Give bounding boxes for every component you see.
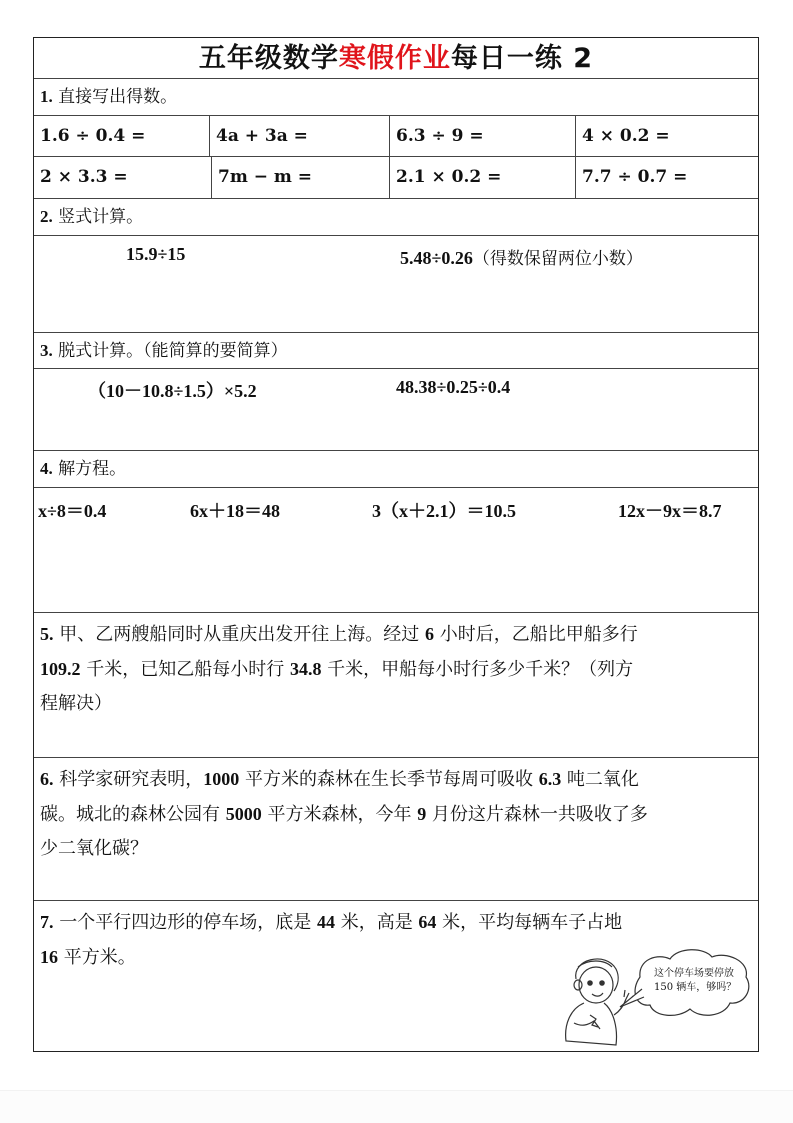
section-4-work-area bbox=[34, 488, 758, 613]
section-number: 5. bbox=[40, 624, 54, 644]
text-run: 平方米的森林在生长季节每周可吸收 bbox=[239, 769, 539, 790]
number-run: 34.8 bbox=[289, 659, 322, 679]
equation-problem: 6x＋18＝48 bbox=[190, 501, 280, 521]
speech-bubble-text bbox=[654, 967, 736, 995]
problem-text bbox=[34, 613, 758, 721]
section-1-heading bbox=[34, 79, 758, 116]
section-4-heading bbox=[34, 451, 758, 488]
section-6-word-problem bbox=[34, 758, 758, 901]
section-2-heading bbox=[34, 199, 758, 236]
number-run: 9 bbox=[417, 804, 427, 824]
mental-math-cell: 2.1 × 0.2 = bbox=[390, 157, 576, 198]
page-footer-band bbox=[0, 1090, 793, 1123]
text-run: 程解决） bbox=[40, 693, 112, 714]
number-run: 1000 bbox=[203, 769, 240, 789]
bubble-line: 这个停车场要停放 bbox=[654, 968, 734, 979]
text-run: 科学家研究表明， bbox=[59, 769, 204, 790]
mental-math-cell: 6.3 ÷ 9 = bbox=[390, 116, 576, 157]
section-number: 4. bbox=[40, 459, 53, 478]
number-run: 16 bbox=[40, 947, 58, 967]
section-number: 7. bbox=[40, 912, 54, 932]
section-2-work-area bbox=[34, 236, 758, 333]
mental-math-row-1 bbox=[34, 116, 758, 157]
text-run: 平方米。 bbox=[58, 947, 136, 968]
mental-math-cell: 4 × 0.2 = bbox=[582, 126, 670, 146]
title-part-3: 每日一练 2 bbox=[450, 43, 594, 74]
section-number: 2. bbox=[40, 207, 53, 226]
title-highlight: 寒假作业 bbox=[338, 43, 451, 74]
stepwise-calc-problem: （10－10.8÷1.5）×5.2 bbox=[88, 381, 257, 401]
section-number: 6. bbox=[40, 769, 54, 789]
worksheet-title bbox=[34, 38, 758, 79]
bubble-line: 150 辆车，够吗？ bbox=[654, 982, 737, 993]
text-run: 千米，已知乙船每小时行 bbox=[80, 659, 290, 680]
girl-thinking-icon bbox=[554, 945, 754, 1055]
section-heading-text: 脱式计算。（能简算的要简算） bbox=[58, 341, 288, 361]
worksheet bbox=[33, 37, 759, 1052]
section-7-word-problem bbox=[34, 901, 758, 1051]
section-heading-text: 直接写出得数。 bbox=[58, 87, 178, 107]
text-run: 月份这片森林一共吸收了多 bbox=[426, 804, 648, 825]
text-run: 碳。城北的森林公园有 bbox=[40, 804, 226, 825]
number-run: 6 bbox=[424, 624, 434, 644]
mental-math-row-2 bbox=[34, 157, 758, 199]
vertical-calc-problem bbox=[400, 244, 643, 269]
section-heading-text: 解方程。 bbox=[58, 459, 127, 479]
vertical-calc-problem bbox=[126, 244, 185, 265]
text-run: 少二氧化碳？ bbox=[40, 838, 148, 859]
problem-expression: 15.9÷15 bbox=[126, 244, 186, 264]
text-run: 米，高是 bbox=[334, 912, 419, 933]
mental-math-cell: 7.7 ÷ 0.7 = bbox=[582, 167, 688, 187]
problem-note: （得数保留两位小数） bbox=[472, 249, 643, 269]
problem-text bbox=[34, 758, 758, 866]
section-5-word-problem bbox=[34, 613, 758, 758]
equation-problem: x÷8＝0.4 bbox=[38, 501, 107, 521]
problem-expression: 5.48÷0.26 bbox=[400, 248, 473, 268]
section-heading-text: 竖式计算。 bbox=[58, 207, 144, 227]
number-run: 5000 bbox=[225, 804, 262, 824]
section-number: 3. bbox=[40, 341, 53, 360]
equation-problem: 3（x＋2.1）＝10.5 bbox=[372, 501, 516, 521]
section-3-work-area bbox=[34, 369, 758, 451]
girl-illustration-icon bbox=[554, 945, 754, 1055]
number-run: 109.2 bbox=[40, 659, 81, 679]
title-part-1: 五年级数学 bbox=[198, 43, 339, 74]
mental-math-cell: 2 × 3.3 = bbox=[34, 157, 212, 198]
section-3-heading bbox=[34, 333, 758, 369]
section-number: 1. bbox=[40, 87, 53, 106]
text-run: 米，平均每辆车子占地 bbox=[436, 912, 623, 933]
text-run: 甲、乙两艘船同时从重庆出发开往上海。经过 bbox=[59, 624, 425, 645]
text-run: 平方米森林，今年 bbox=[261, 804, 418, 825]
number-run: 6.3 bbox=[538, 769, 562, 789]
text-run: 吨二氧化 bbox=[561, 769, 639, 790]
mental-math-cell: 7m − m = bbox=[212, 157, 390, 198]
mental-math-cell: 1.6 ÷ 0.4 = bbox=[34, 116, 210, 157]
equation-problem: 12x－9x＝8.7 bbox=[618, 501, 722, 521]
stepwise-calc-problem: 48.38÷0.25÷0.4 bbox=[396, 377, 511, 397]
text-run: 小时后，乙船比甲船多行 bbox=[433, 624, 638, 645]
number-run: 64 bbox=[418, 912, 437, 932]
text-run: 一个平行四边形的停车场，底是 bbox=[59, 912, 317, 933]
text-run: 千米，甲船每小时行多少千米？（列方 bbox=[321, 659, 634, 680]
mental-math-cell: 4a + 3a = bbox=[210, 116, 390, 157]
number-run: 44 bbox=[316, 912, 335, 932]
